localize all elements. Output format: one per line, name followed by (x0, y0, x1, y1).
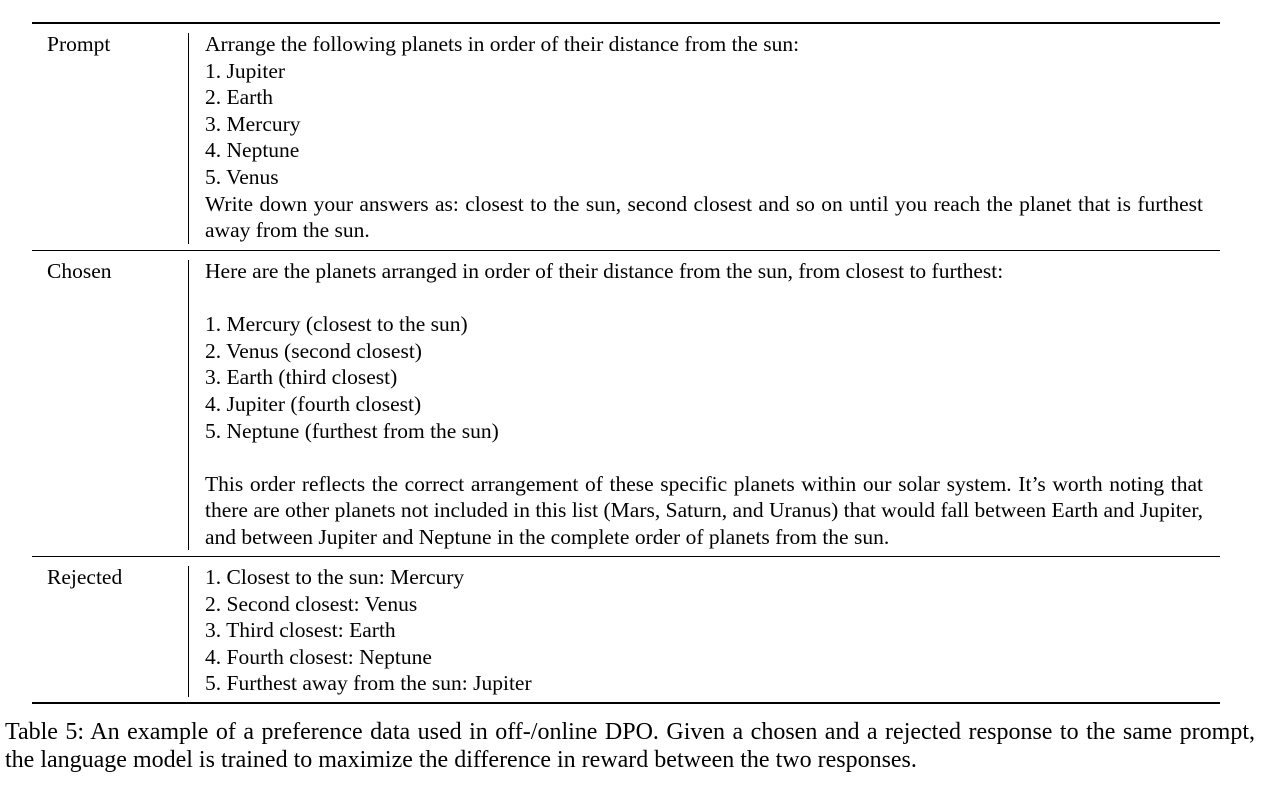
prompt-line: Arrange the following planets in order of their distance from the sun: (205, 32, 800, 56)
chosen-list-item: 3. Earth (third closest) (205, 365, 398, 390)
rejected-list-item: 1. Closest to the sun: Mercury (205, 565, 465, 589)
chosen-list-item: 2. Venus (second closest) (205, 338, 422, 363)
prompt-cell (205, 31, 1203, 244)
row-label-chosen: Chosen (47, 259, 112, 283)
table-bottom-rule (32, 702, 1220, 704)
prompt-list-item: 5. Venus (205, 164, 279, 189)
chosen-list-item: 1. Mercury (closest to the sun) (205, 312, 468, 337)
chosen-list-item: 4. Jupiter (fourth closest) (205, 391, 422, 416)
table-caption: Table 5: An example of a preference data used in off-/online DPO. Given a chosen and a rejected response to the same prompt, the language model is trained to maximize the difference in reward between the two responses. (5, 719, 1255, 773)
row-separator-rule (32, 556, 1220, 557)
prompt-list-item: 2. Earth (205, 85, 274, 110)
prompt-list-item: 4. Neptune (205, 138, 300, 163)
table-top-rule (32, 22, 1220, 24)
chosen-explanation: This order reflects the correct arrangement of these specific planets within our solar system. It’s worth noting that there are other planets not included in this list (Mars, Saturn, and Uranus) that would fall between Earth and Jupiter, and between Jupiter and Neptune in the complete order of planets from the sun. (205, 471, 1203, 549)
rejected-list-item: 5. Furthest away from the sun: Jupiter (205, 671, 532, 696)
rejected-cell (205, 564, 1203, 697)
rejected-list-item: 3. Third closest: Earth (205, 618, 396, 643)
prompt-instruction: Write down your answers as: closest to the sun, second closest and so on until you reach the planet that is furthest away from the sun. (205, 191, 1203, 243)
column-divider (188, 260, 189, 550)
rejected-list-item: 4. Fourth closest: Neptune (205, 644, 432, 669)
prompt-list-item: 1. Jupiter (205, 58, 286, 83)
column-divider (188, 566, 189, 697)
chosen-list-item: 5. Neptune (furthest from the sun) (205, 418, 499, 443)
chosen-intro: Here are the planets arranged in order of their distance from the sun, from closest to furthest: (205, 259, 1004, 283)
row-separator-rule (32, 250, 1220, 251)
prompt-list-item: 3. Mercury (205, 111, 301, 136)
row-label-prompt: Prompt (47, 32, 111, 56)
column-divider (188, 33, 189, 244)
row-label-rejected: Rejected (47, 565, 123, 589)
rejected-list-item: 2. Second closest: Venus (205, 591, 418, 616)
chosen-cell (205, 258, 1203, 551)
